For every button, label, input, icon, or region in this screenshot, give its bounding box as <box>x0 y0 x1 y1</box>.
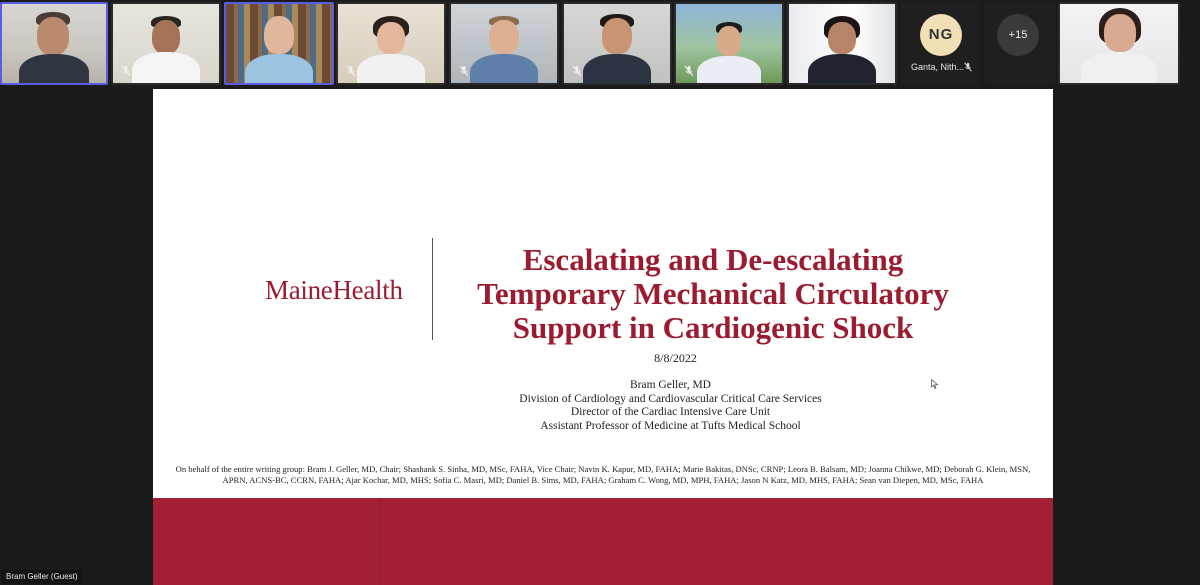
participant-figure <box>464 14 544 85</box>
mouse-cursor-icon <box>931 379 939 389</box>
participant-video-tile[interactable] <box>1058 2 1180 85</box>
author-line: Director of the Cardiac Intensive Care Unit <box>570 406 771 418</box>
speaker-name-tag: Bram Geller (Guest) <box>2 570 82 584</box>
muted-mic-icon <box>682 65 696 79</box>
slide-title-line: Escalating and De-escalating <box>522 242 904 277</box>
avatar: NG <box>920 14 962 56</box>
participant-figure <box>126 14 206 85</box>
author-line: Division of Cardiology and Cardiovascular Critical Care Services <box>519 392 822 405</box>
slide-title-line: Support in Cardiogenic Shock <box>512 310 914 345</box>
muted-mic-icon <box>795 65 809 79</box>
muted-mic-icon <box>457 65 471 79</box>
shared-slide <box>153 89 1053 585</box>
footer-seam <box>379 498 380 585</box>
slide-footer-band <box>153 498 1053 585</box>
participant-video-tile[interactable] <box>336 2 446 85</box>
participant-video-tile[interactable] <box>562 2 672 85</box>
mainehealth-logo: MaineHealth <box>265 275 403 305</box>
participant-figure <box>802 14 882 85</box>
participant-video-tile[interactable] <box>0 2 108 85</box>
slide-title-line: Temporary Mechanical Circulatory <box>477 276 949 311</box>
credits-line: APRN, ACNS-BC, CCRN, FAHA; Ajar Kochar, MD, MHS; Sofia C. Masri, MD; Daniel B. Sims, MD, FAHA; Graham C. Wong, MD, MPH, FAHA; Jason N Katz, MD, MHS, FAHA; Sean van Diepen, MD, MSc, FAHA <box>222 475 984 485</box>
more-participants-button[interactable]: +15 <box>997 14 1039 56</box>
divider <box>432 238 433 340</box>
participant-video-tile[interactable] <box>111 2 221 85</box>
participant-video-tile[interactable] <box>787 2 897 85</box>
participant-video-tile[interactable] <box>224 2 334 85</box>
participant-figure <box>689 20 769 85</box>
author-line: Assistant Professor of Medicine at Tufts Medical School <box>540 419 801 432</box>
writing-group-credits <box>159 464 1047 486</box>
participant-figure <box>239 12 319 85</box>
slide-title <box>443 243 983 345</box>
participant-figure <box>1071 8 1167 85</box>
participant-avatar-tile[interactable] <box>901 2 979 85</box>
muted-mic-icon <box>119 65 133 79</box>
more-participants-tile[interactable] <box>985 2 1055 85</box>
participant-name: Ganta, Nith... <box>911 62 965 72</box>
muted-mic-icon <box>344 65 358 79</box>
participant-figure <box>577 12 657 85</box>
participant-strip <box>0 0 1200 88</box>
participant-video-tile[interactable] <box>674 2 784 85</box>
muted-mic-icon <box>570 65 584 79</box>
participant-video-tile[interactable] <box>449 2 559 85</box>
slide-date: 8/8/2022 <box>654 351 697 365</box>
author-line: Bram Geller, MD <box>630 379 711 391</box>
participant-figure <box>14 10 94 85</box>
author-block <box>443 379 898 433</box>
credits-line: On behalf of the entire writing group: Bram J. Geller, MD, Chair; Shashank S. Sinha, MD, MSc, FAHA, Vice Chair; Navin K. Kapur, MD, FAHA; Marie Bakitas, DNSc, CRNP; Leora B. Balsam, MD; Joanna Chikwe, MD; Deborah G. Klein, MSN, <box>175 464 1031 474</box>
muted-mic-icon <box>963 62 973 72</box>
participant-figure <box>351 14 431 85</box>
